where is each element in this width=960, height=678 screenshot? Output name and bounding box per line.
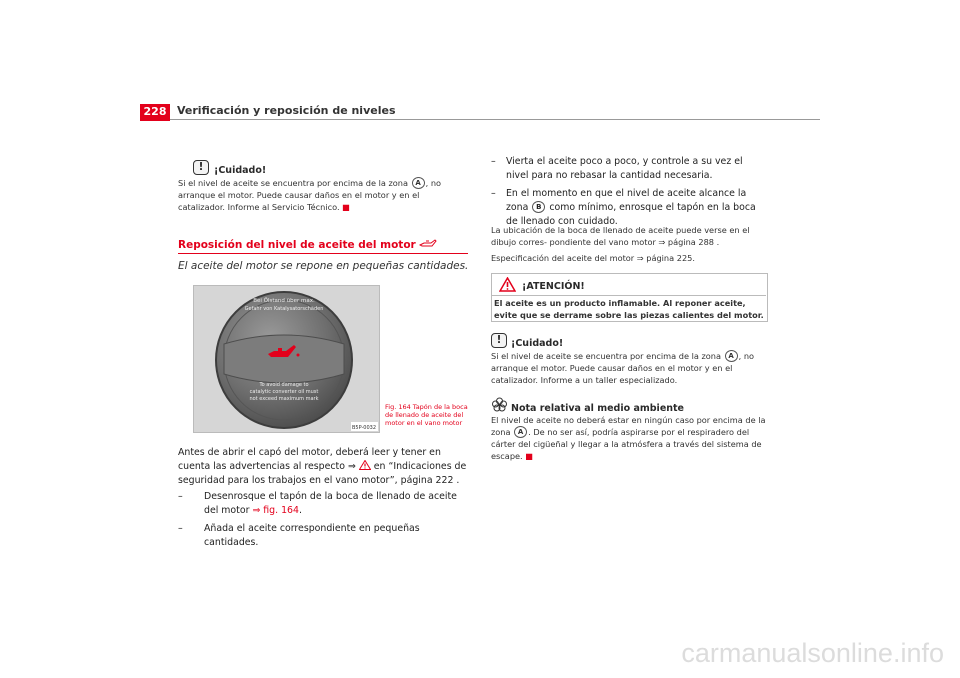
zone-key-a: A xyxy=(412,177,425,189)
header-rule xyxy=(140,119,820,120)
caution-text: Si el nivel de aceite se encuentra por encima de la zona A , no arranque el motor. Puede causar daños en el motor y en el catalizador. Informe al Servicio Técnico. ■ xyxy=(178,178,442,212)
step-item: – Añada el aceite correspondiente en pequeñas cantidades. xyxy=(178,523,420,548)
section-rule xyxy=(178,253,468,254)
caution-icon: ! xyxy=(491,333,507,348)
running-title: Verificación y reposición de niveles xyxy=(177,104,396,117)
environment-title: Nota relativa al medio ambiente xyxy=(511,403,685,414)
cap-text-top-1: Bei Ölstand über max. xyxy=(253,298,315,304)
caution-text: Si el nivel de aceite se encuentra por encima de la zona A , no arranque el motor. Puede causar daños en el motor y en el catalizador. Informe a un taller especializado. xyxy=(491,351,755,385)
step-item: – En el momento en que el nivel de aceite alcance la zona B como mínimo, enrosque el tapón en la boca de llenado con cuidado. xyxy=(491,188,756,227)
flower-icon xyxy=(491,397,508,412)
section-subtitle: El aceite del motor se repone en pequeñas cantidades. xyxy=(178,260,469,272)
figure-code: B5P-0032 xyxy=(351,425,377,431)
figure-caption: Fig. 164 Tapón de la boca de llenado de aceite del motor en el vano motor xyxy=(385,403,468,427)
oil-can-icon xyxy=(419,239,437,249)
end-marker-icon: ■ xyxy=(342,202,350,212)
oil-cap-illustration xyxy=(194,286,379,432)
oil-cap-figure xyxy=(193,285,380,433)
caution-title: ¡Cuidado! xyxy=(511,338,564,349)
zone-key-a: A xyxy=(514,426,527,438)
zone-key-b: B xyxy=(532,201,545,213)
caution-icon: ! xyxy=(193,160,209,175)
section-title: Reposición del nivel de aceite del motor xyxy=(178,239,437,251)
cap-text-bottom-2: catalytic converter oil must xyxy=(249,389,319,395)
attention-triangle-icon xyxy=(499,277,516,292)
end-marker-icon: ■ xyxy=(525,451,534,461)
caution-title: ¡Cuidado! xyxy=(214,165,267,176)
intro-paragraph: Antes de abrir el capó del motor, deberá leer y tener en cuenta las advertencias al respecto ⇒ en “Indicaciones de seguridad para los trabajos en el vano motor”, página 222 . xyxy=(178,447,467,486)
warning-triangle-icon xyxy=(359,460,371,470)
cap-text-bottom-3: not exceed maximum mark xyxy=(249,396,319,402)
attention-text: El aceite es un producto inflamable. Al reponer aceite, evite que se derrame sobre las piezas calientes del motor. xyxy=(494,298,764,320)
spec-note: Especificación del aceite del motor ⇒ página 225. xyxy=(491,253,695,263)
header-accent-rule xyxy=(140,119,170,121)
attention-divider xyxy=(491,295,766,296)
page-number: 228 xyxy=(140,104,170,119)
environment-text: El nivel de aceite no deberá estar en ningún caso por encima de la zona A . De no ser así, podría aspirarse por el respiradero del cárter del cigüeñal y llegar a la atmósfera a través del sistema de escape. ■ xyxy=(491,415,766,461)
zone-key-a: A xyxy=(725,350,738,362)
location-note: La ubicación de la boca de llenado de aceite puede verse en el dibujo corres- pondiente del vano motor ⇒ página 288 . xyxy=(491,225,750,247)
attention-title: ¡ATENCIÓN! xyxy=(522,281,585,292)
step-item: – Vierta el aceite poco a poco, y controle a su vez el nivel para no rebasar la cantidad necesaria. xyxy=(491,156,743,181)
step-item: – Desenrosque el tapón de la boca de llenado de aceite del motor ⇒ fig. 164. xyxy=(178,491,457,516)
watermark: carmanualsonline.info xyxy=(681,638,944,668)
cap-text-bottom-1: To avoid damage to xyxy=(259,382,309,388)
cap-text-top-2: Gefahr von Katalysatorschäden xyxy=(244,306,324,312)
figure-link[interactable]: ⇒ fig. 164 xyxy=(252,505,299,516)
